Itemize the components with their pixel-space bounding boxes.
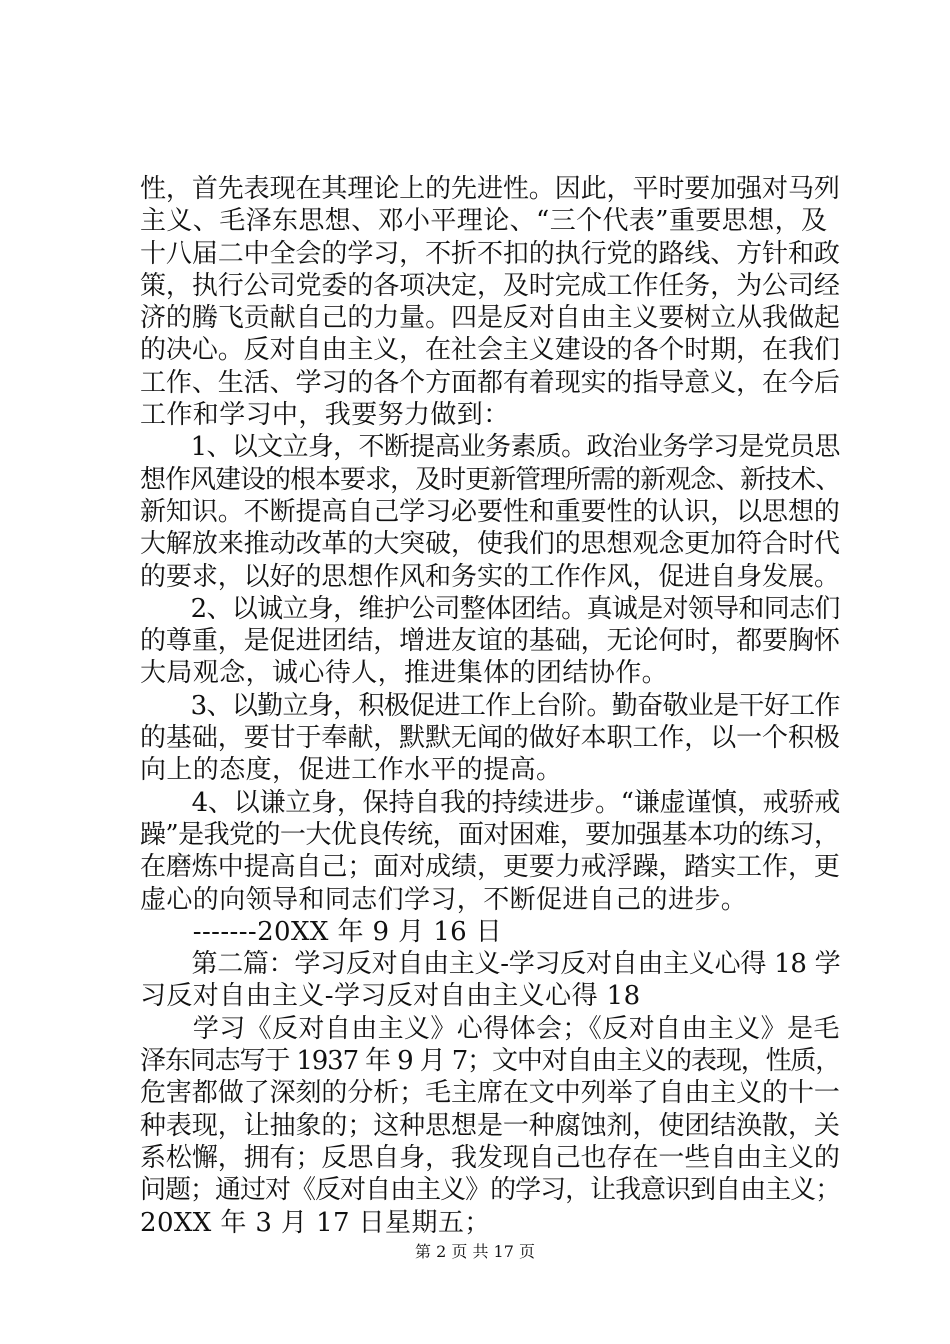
text-line: 在磨炼中提高自己；面对成绩，更要力戒浮躁，踏实工作，更 <box>140 852 840 883</box>
text-line: 泽东同志写于 1937 年 9 月 7；文中对自由主义的表现，性质， <box>140 1046 841 1077</box>
text-line: 工作和学习中，我要努力做到： <box>140 400 510 431</box>
text-line: 2、以诚立身，维护公司整体团结。真诚是对领导和同志们 <box>140 593 840 624</box>
text-line: 的基础，要甘于奉献，默默无闻的做好本职工作，以一个积极 <box>140 723 840 754</box>
text-line: 的要求，以好的思想作风和务实的工作作风，促进自身发展。 <box>140 561 840 592</box>
text-line: 想作风建设的根本要求，及时更新管理所需的新观念、新技术、 <box>140 464 841 495</box>
paragraph-4 <box>140 690 840 787</box>
document-body <box>140 173 840 1239</box>
text-line: -------20XX 年 9 月 16 日 <box>140 916 503 947</box>
paragraph-1 <box>140 173 840 431</box>
text-line: 问题；通过对《反对自由主义》的学习，让我意识到自由主义； <box>140 1175 841 1206</box>
text-line: 策，执行公司党委的各项决定，及时完成工作任务，为公司经 <box>140 270 840 301</box>
text-line: 危害都做了深刻的分析；毛主席在文中列举了自由主义的十一 <box>140 1078 840 1109</box>
text-line: 的尊重，是促进团结，增进友谊的基础，无论何时，都要胸怀 <box>140 626 840 657</box>
paragraph-3 <box>140 593 840 690</box>
text-line: 种表现，让抽象的；这种思想是一种腐蚀剂，使团结涣散，关 <box>140 1110 840 1141</box>
text-line: 4、以谦立身，保持自我的持续进步。“谦虚谨慎，戒骄戒 <box>140 787 841 818</box>
text-line: 工作、生活、学习的各个方面都有着现实的指导意义，在今后 <box>140 367 840 398</box>
text-line: 第二篇：学习反对自由主义-学习反对自由主义心得 18 学 <box>140 949 841 980</box>
paragraph-5 <box>140 787 840 916</box>
text-line: 新知识。不断提高自己学习必要性和重要性的认识，以思想的 <box>140 496 840 527</box>
text-line: 20XX 年 3 月 17 日星期五； <box>140 1207 491 1238</box>
text-line: 系松懈，拥有；反思自身，我发现自己也存在一些自由主义的 <box>140 1142 840 1173</box>
page-number-footer: 第 2 页 共 17 页 <box>415 1242 535 1261</box>
text-line: 3、以勤立身，积极促进工作上台阶。勤奋敬业是干好工作 <box>140 690 840 721</box>
paragraph-6 <box>140 1013 840 1239</box>
section-heading <box>140 948 840 1013</box>
text-line: 的决心。反对自由主义，在社会主义建设的各个时期，在我们 <box>140 335 840 366</box>
text-line: 1、以文立身，不断提高业务素质。政治业务学习是党员思 <box>140 432 840 463</box>
text-line: 向上的态度，促进工作水平的提高。 <box>140 755 563 786</box>
date-line <box>140 916 840 948</box>
text-line: 主义、毛泽东思想、邓小平理论、“三个代表”重要思想，及 <box>140 206 828 237</box>
text-line: 性，首先表现在其理论上的先进性。因此，平时要加强对马列 <box>140 174 840 204</box>
text-line: 虚心的向领导和同志们学习，不断促进自己的进步。 <box>140 884 748 915</box>
text-line: 大局观念，诚心待人，推进集体的团结协作。 <box>140 658 669 689</box>
text-line: 学习《反对自由主义》心得体会；《反对自由主义》是毛 <box>140 1013 840 1044</box>
text-line: 大解放来推动改革的大突破，使我们的思想观念更加符合时代 <box>140 529 840 560</box>
text-line: 十八届二中全会的学习，不折不扣的执行党的路线、方针和政 <box>140 238 840 269</box>
text-line: 躁”是我党的一大优良传统，面对困难，要加强基本功的练习， <box>140 819 840 850</box>
paragraph-2 <box>140 431 840 592</box>
text-line: 习反对自由主义-学习反对自由主义心得 18 <box>140 981 641 1012</box>
text-line: 济的腾飞贡献自己的力量。四是反对自由主义要树立从我做起 <box>140 303 840 334</box>
